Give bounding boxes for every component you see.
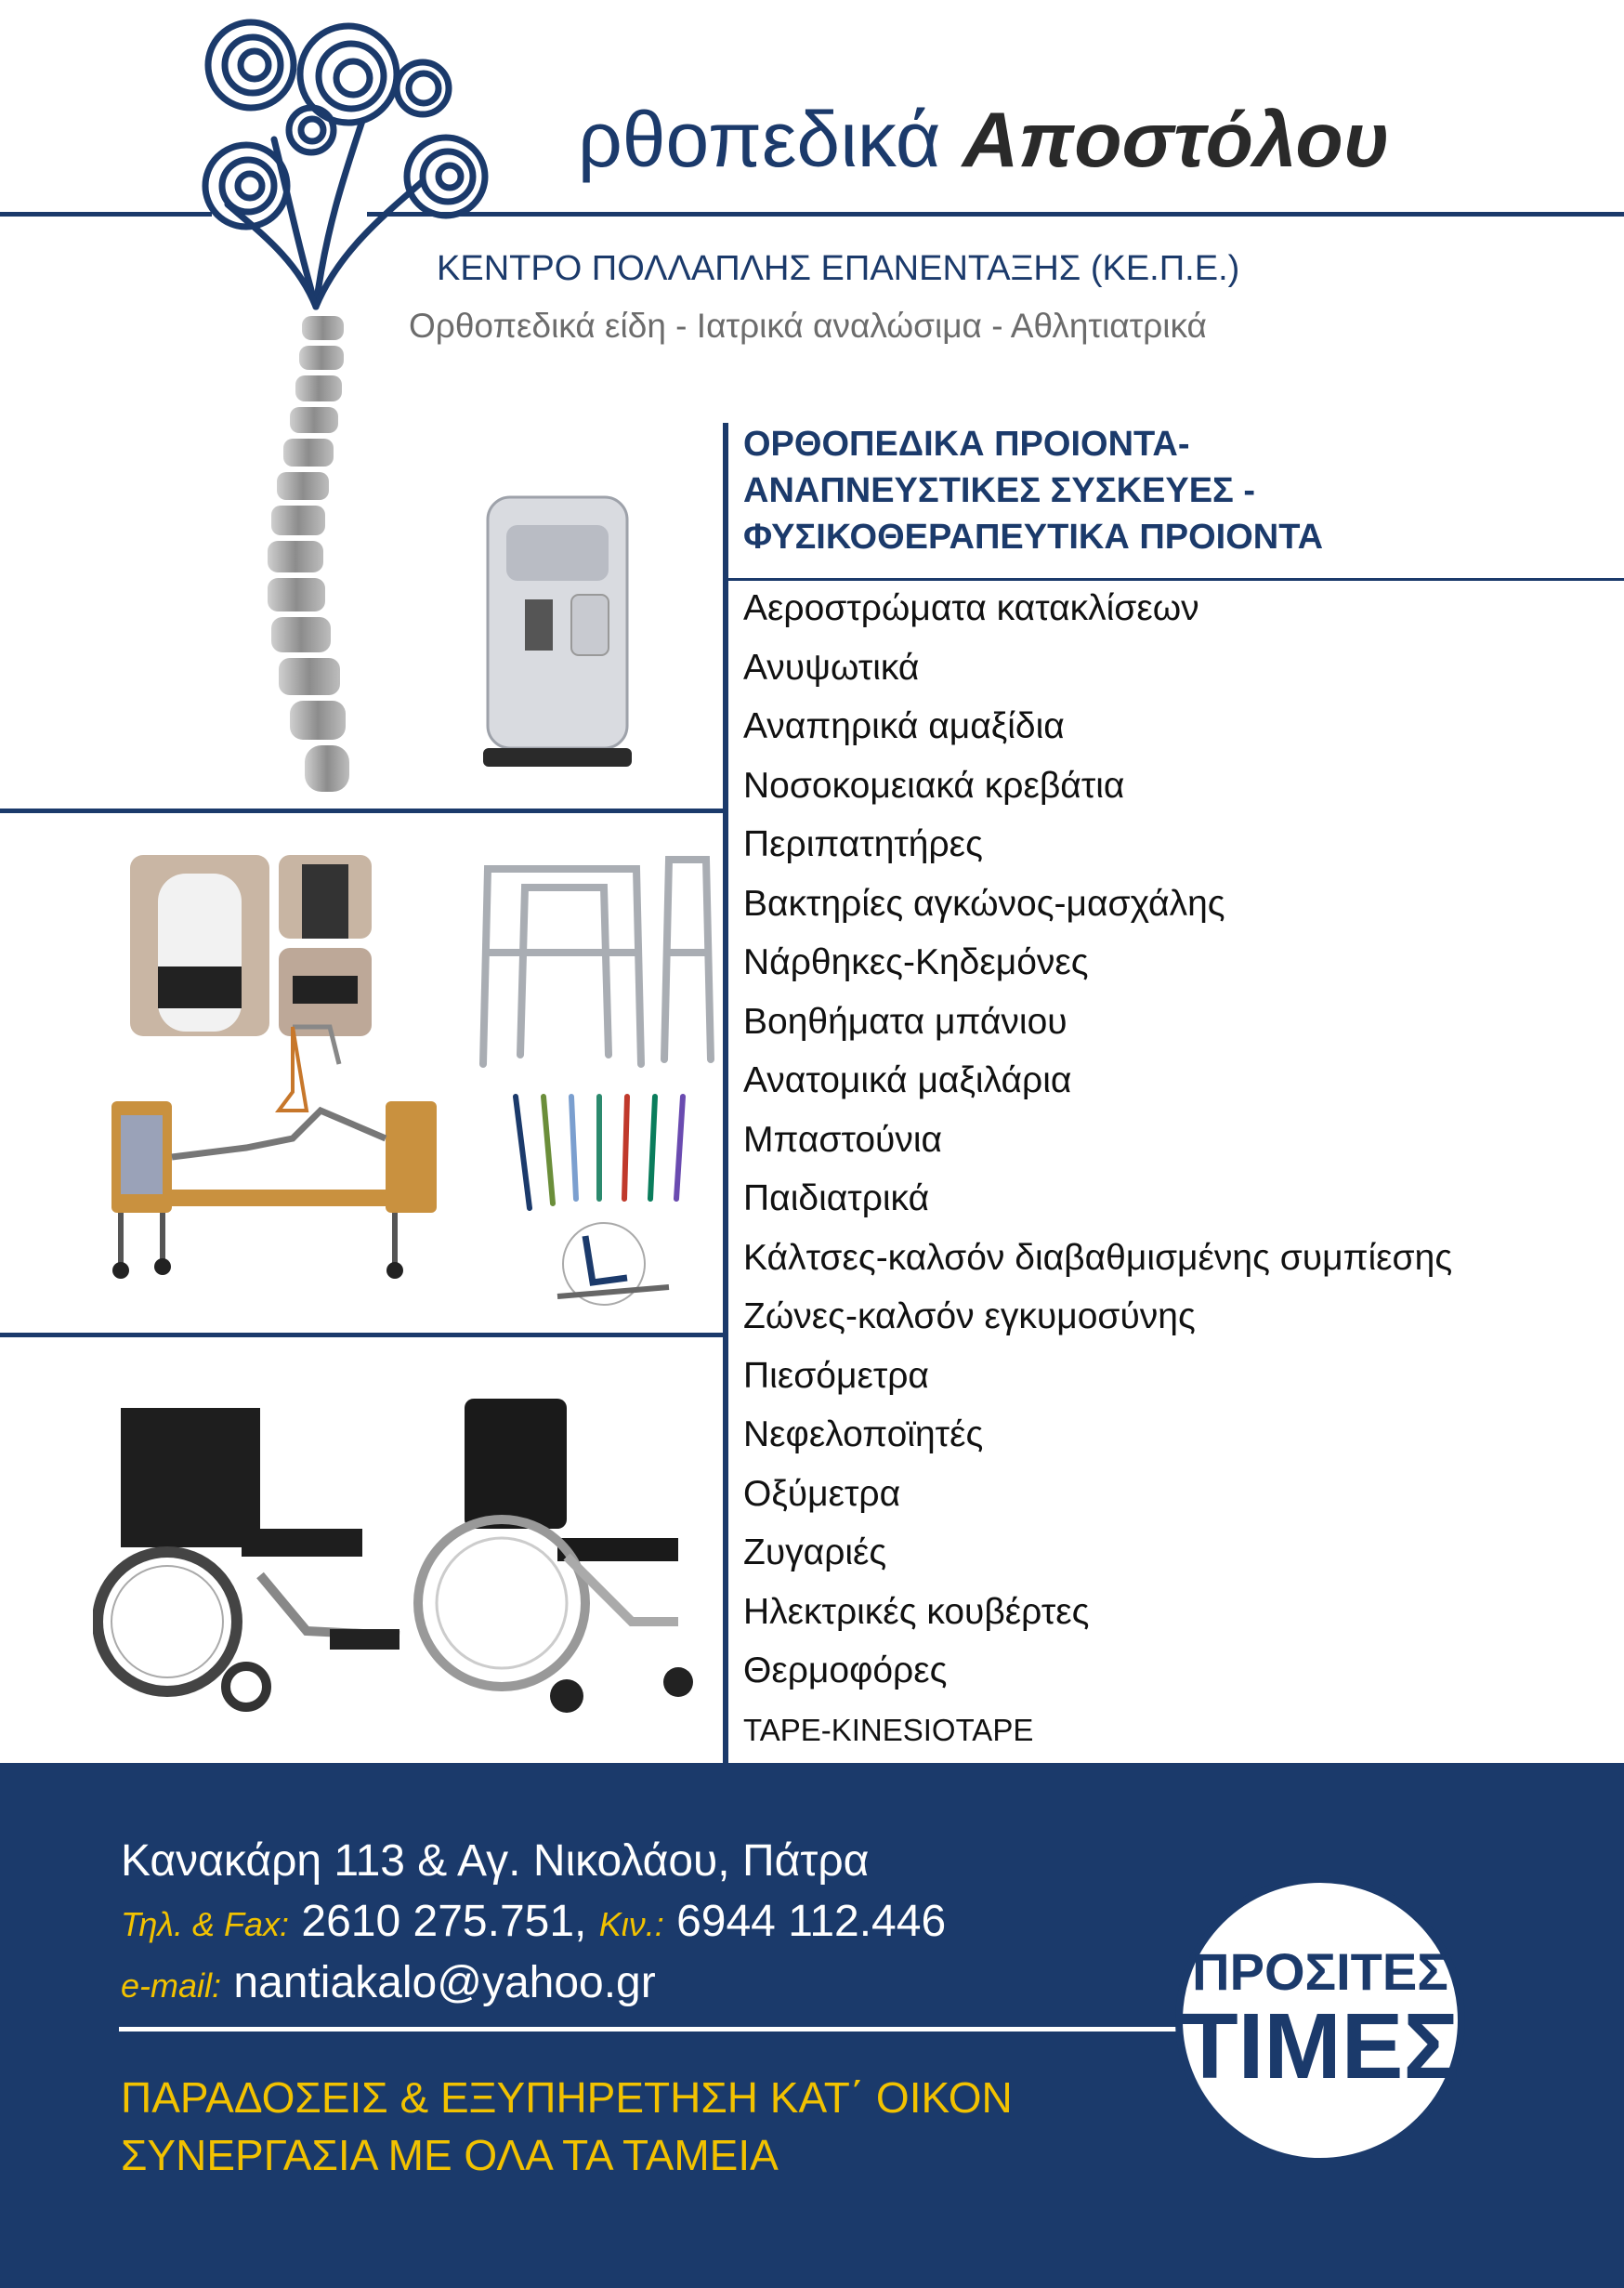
section-rule-1 — [0, 809, 723, 813]
phone-line — [121, 1896, 946, 1947]
walker-frames-image — [465, 850, 720, 1073]
phone-number[interactable]: 2610 275.751, — [301, 1897, 587, 1946]
service-insurance: ΣΥΝΕΡΓΑΣΙΑ ΜΕ ΟΛΑ ΤΑ ΤΑΜΕΙΑ — [121, 2131, 779, 2179]
mobile-label: Κιν.: — [598, 1905, 664, 1943]
service-home-delivery: ΠΑΡΑΔΟΣΕΙΣ & ΕΞΥΠΗΡΕΤΗΣΗ ΚΑΤ΄ ΟΙΚΟΝ — [121, 2073, 1013, 2122]
category-title-line: ΦΥΣΙΚΟΘΕΡΑΠΕΥΤΙΚΑ ΠΡΟΙΟΝΤΑ — [743, 518, 1324, 557]
product-item: TAPE-KINESIOTAPE — [743, 1712, 1034, 1747]
header-rule-left — [0, 212, 212, 217]
product-item: Αναπηρικά αμαξίδια — [743, 706, 1065, 746]
wheelchair-standard-image — [93, 1389, 409, 1719]
product-item: Ζώνες-καλσόν εγκυμοσύνης — [743, 1296, 1196, 1336]
category-title — [743, 421, 1323, 560]
product-item: Περιπατητήρες — [743, 824, 983, 864]
product-item: Νάρθηκες-Κηδεμόνες — [743, 942, 1089, 982]
product-item: Αεροστρώματα κατακλίσεων — [743, 588, 1199, 628]
brand-name — [578, 96, 1390, 183]
footer-divider — [119, 2027, 1187, 2032]
tagline: Ορθοπεδικά είδη - Ιατρικά αναλώσιμα - Αθλητιατρικά — [409, 307, 1207, 345]
product-item: Ζυγαριές — [743, 1532, 887, 1572]
category-title-line: ΑΝΑΠΝΕΥΣΤΙΚΕΣ ΣΥΣΚΕΥΕΣ - — [743, 471, 1256, 510]
vertical-divider — [723, 423, 728, 1763]
section-rule-2 — [0, 1333, 723, 1337]
mobile-number[interactable]: 6944 112.446 — [676, 1897, 947, 1946]
center-subtitle: ΚΕΝΤΡΟ ΠΟΛΛΑΠΛΗΣ ΕΠΑΝΕΝΤΑΞΗΣ (ΚΕ.Π.Ε.) — [437, 249, 1240, 288]
category-title-line: ΟΡΘΟΠΕΔΙΚΑ ΠΡΟΙΟΝΤΑ- — [743, 425, 1190, 464]
product-item: Παιδιατρικά — [743, 1178, 930, 1218]
product-list — [743, 585, 1452, 1766]
brand-bold: Αποστόλου — [962, 96, 1390, 183]
product-item: Νεφελοποϊητές — [743, 1414, 984, 1454]
product-item: Πιεσόμετρα — [743, 1355, 929, 1396]
product-item: Ηλεκτρικές κουβέρτες — [743, 1591, 1090, 1632]
badge-line-1: ΠΡΟΣΙΤΕΣ — [1192, 1941, 1448, 2001]
address: Κανακάρη 113 & Αγ. Νικολάου, Πάτρα — [121, 1836, 870, 1886]
crutches-image — [502, 1087, 715, 1310]
title-underline — [728, 578, 1624, 581]
product-item: Μπαστούνια — [743, 1119, 943, 1160]
product-item: Ανυψωτικά — [743, 647, 920, 688]
email-address[interactable]: nantiakalo@yahoo.gr — [233, 1958, 656, 2007]
product-item: Βοηθήματα μπάνιου — [743, 1001, 1067, 1042]
product-item: Βακτηρίες αγκώνος-μασχάλης — [743, 883, 1225, 924]
product-item: Οξύμετρα — [743, 1473, 901, 1514]
product-item: Ανατομικά μαξιλάρια — [743, 1060, 1072, 1100]
product-item: Νοσοκομειακά κρεβάτια — [743, 765, 1125, 806]
hospital-bed-image — [107, 1008, 441, 1287]
email-line — [121, 1957, 656, 2008]
product-item: Θερμοφόρες — [743, 1650, 948, 1690]
phone-label: Τηλ. & Fax: — [121, 1905, 290, 1943]
badge-line-2: ΤΙΜΕΣ — [1181, 1993, 1460, 2098]
oxygen-concentrator-image — [469, 488, 646, 771]
product-item: Κάλτσες-καλσόν διαβαθμισμένης συμπίεσης — [743, 1237, 1453, 1278]
price-badge — [1175, 1875, 1465, 2165]
brand-regular: ρθοπεδικά — [578, 96, 963, 183]
email-label: e-mail: — [121, 1966, 222, 2005]
wheelchair-active-image — [399, 1389, 715, 1724]
